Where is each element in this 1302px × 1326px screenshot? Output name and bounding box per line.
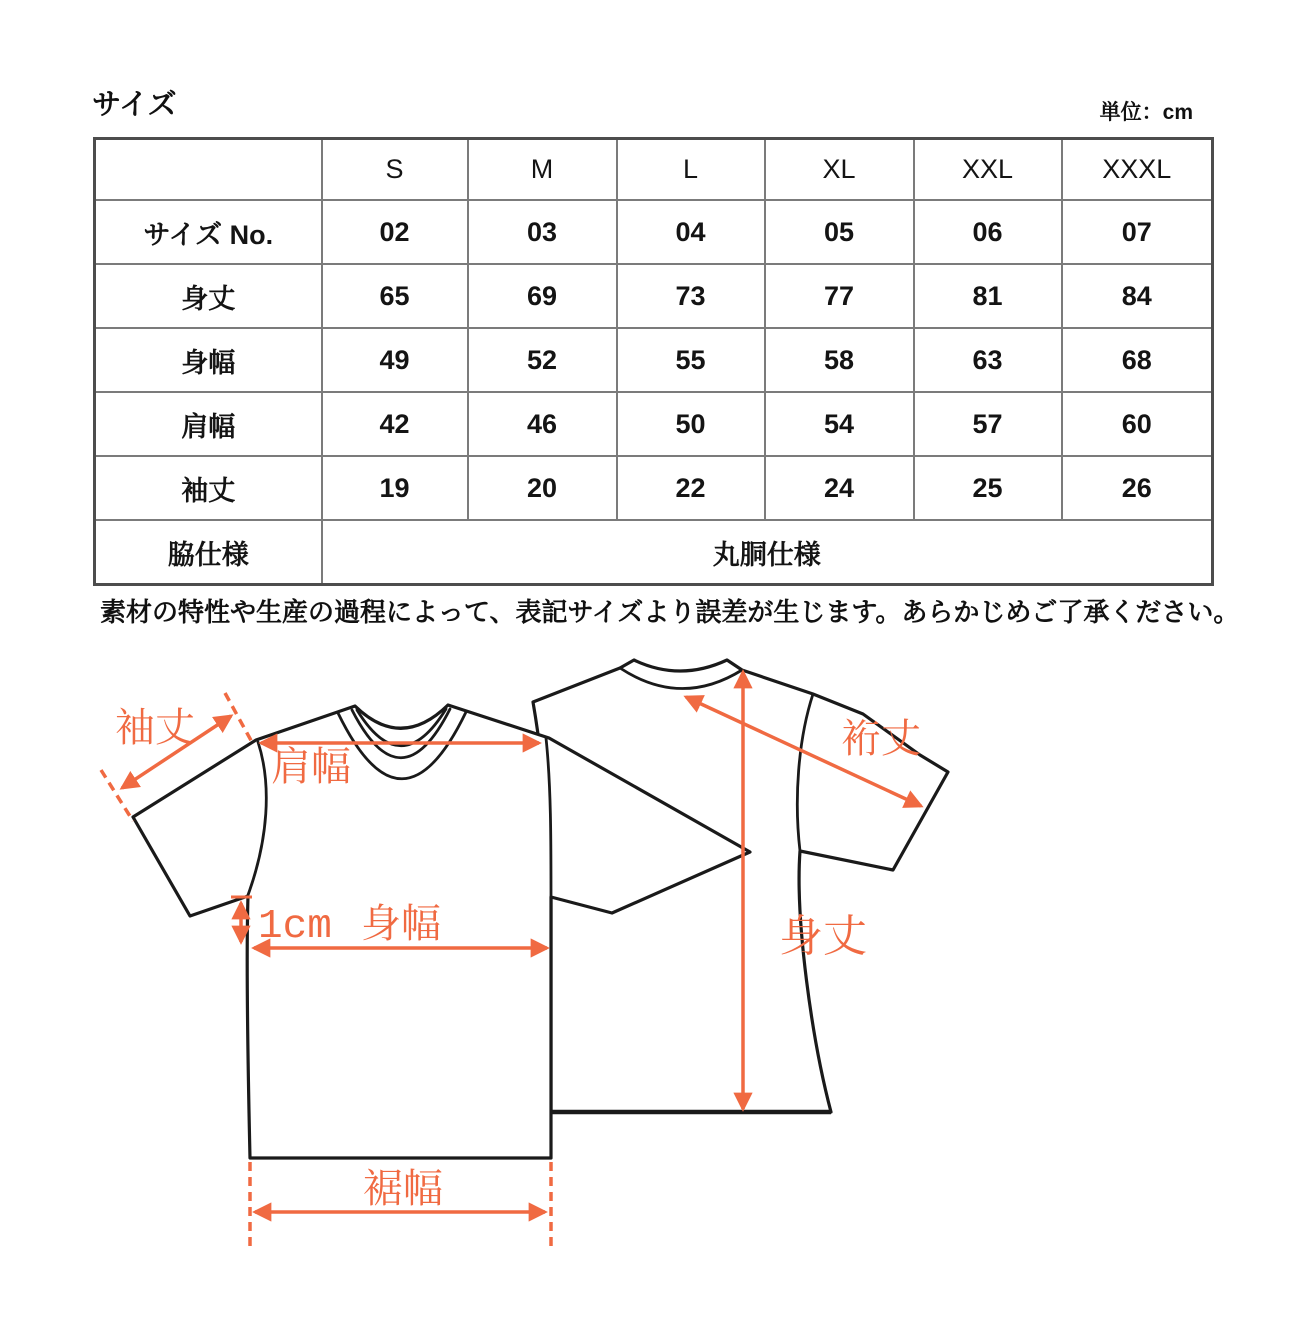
cell: 58	[765, 328, 914, 392]
header-cell-s: S	[322, 139, 468, 201]
cell: 57	[914, 392, 1062, 456]
header-cell-xl: XL	[765, 139, 914, 201]
table-row	[95, 328, 1213, 392]
cell: 03	[468, 200, 617, 264]
cell: 49	[322, 328, 468, 392]
row-label-size-no: サイズ No.	[95, 200, 322, 264]
cell: 04	[617, 200, 765, 264]
cell: 68	[1062, 328, 1213, 392]
header-cell-m: M	[468, 139, 617, 201]
size-table	[93, 137, 1214, 586]
table-row	[95, 264, 1213, 328]
body-length-label: 身丈	[779, 912, 867, 961]
shoulder-width-label: 肩幅	[271, 745, 351, 789]
tshirt-measurement-diagram	[0, 620, 1302, 1326]
table-row	[95, 456, 1213, 520]
row-label-body-width: 身幅	[95, 328, 322, 392]
cell: 77	[765, 264, 914, 328]
cell: 63	[914, 328, 1062, 392]
table-row-side-spec	[95, 520, 1213, 585]
side-spec-value: 丸胴仕様	[322, 520, 1213, 585]
cell: 20	[468, 456, 617, 520]
cell: 52	[468, 328, 617, 392]
cell: 05	[765, 200, 914, 264]
cell: 42	[322, 392, 468, 456]
cell: 54	[765, 392, 914, 456]
sleeve-length-label: 袖丈	[115, 706, 195, 750]
row-label-side-spec: 脇仕様	[95, 520, 322, 585]
cell: 06	[914, 200, 1062, 264]
table-row	[95, 200, 1213, 264]
unit-label: 単位：cm	[1099, 101, 1193, 124]
header-cell-xxl: XXL	[914, 139, 1062, 201]
table-header-row	[95, 139, 1213, 201]
cell: 46	[468, 392, 617, 456]
cell: 55	[617, 328, 765, 392]
yuki-length-label: 裄丈	[841, 717, 921, 761]
cell: 22	[617, 456, 765, 520]
disclaimer-note: 素材の特性や生産の過程によって、表記サイズより誤差が生じます。あらかじめご了承ください。	[100, 597, 1240, 627]
body-width-label: 身幅	[361, 902, 441, 946]
row-label-body-length: 身丈	[95, 264, 322, 328]
cell: 65	[322, 264, 468, 328]
cell: 84	[1062, 264, 1213, 328]
cell: 69	[468, 264, 617, 328]
cell: 26	[1062, 456, 1213, 520]
cell: 50	[617, 392, 765, 456]
row-label-shoulder-width: 肩幅	[95, 392, 322, 456]
table-row	[95, 392, 1213, 456]
cell: 07	[1062, 200, 1213, 264]
header-cell-l: L	[617, 139, 765, 201]
row-label-sleeve-length: 袖丈	[95, 456, 322, 520]
header-cell-xxxl: XXXL	[1062, 139, 1213, 201]
cell: 60	[1062, 392, 1213, 456]
sleeve-guide-dash-bottom	[101, 770, 133, 821]
one-cm-label: 1cm	[258, 904, 332, 950]
hem-width-label: 裾幅	[363, 1167, 443, 1211]
cell: 19	[322, 456, 468, 520]
cell: 25	[914, 456, 1062, 520]
cell: 81	[914, 264, 1062, 328]
cell: 73	[617, 264, 765, 328]
cell: 24	[765, 456, 914, 520]
page-title: サイズ	[92, 89, 177, 121]
cell: 02	[322, 200, 468, 264]
header-cell-blank	[95, 139, 322, 201]
